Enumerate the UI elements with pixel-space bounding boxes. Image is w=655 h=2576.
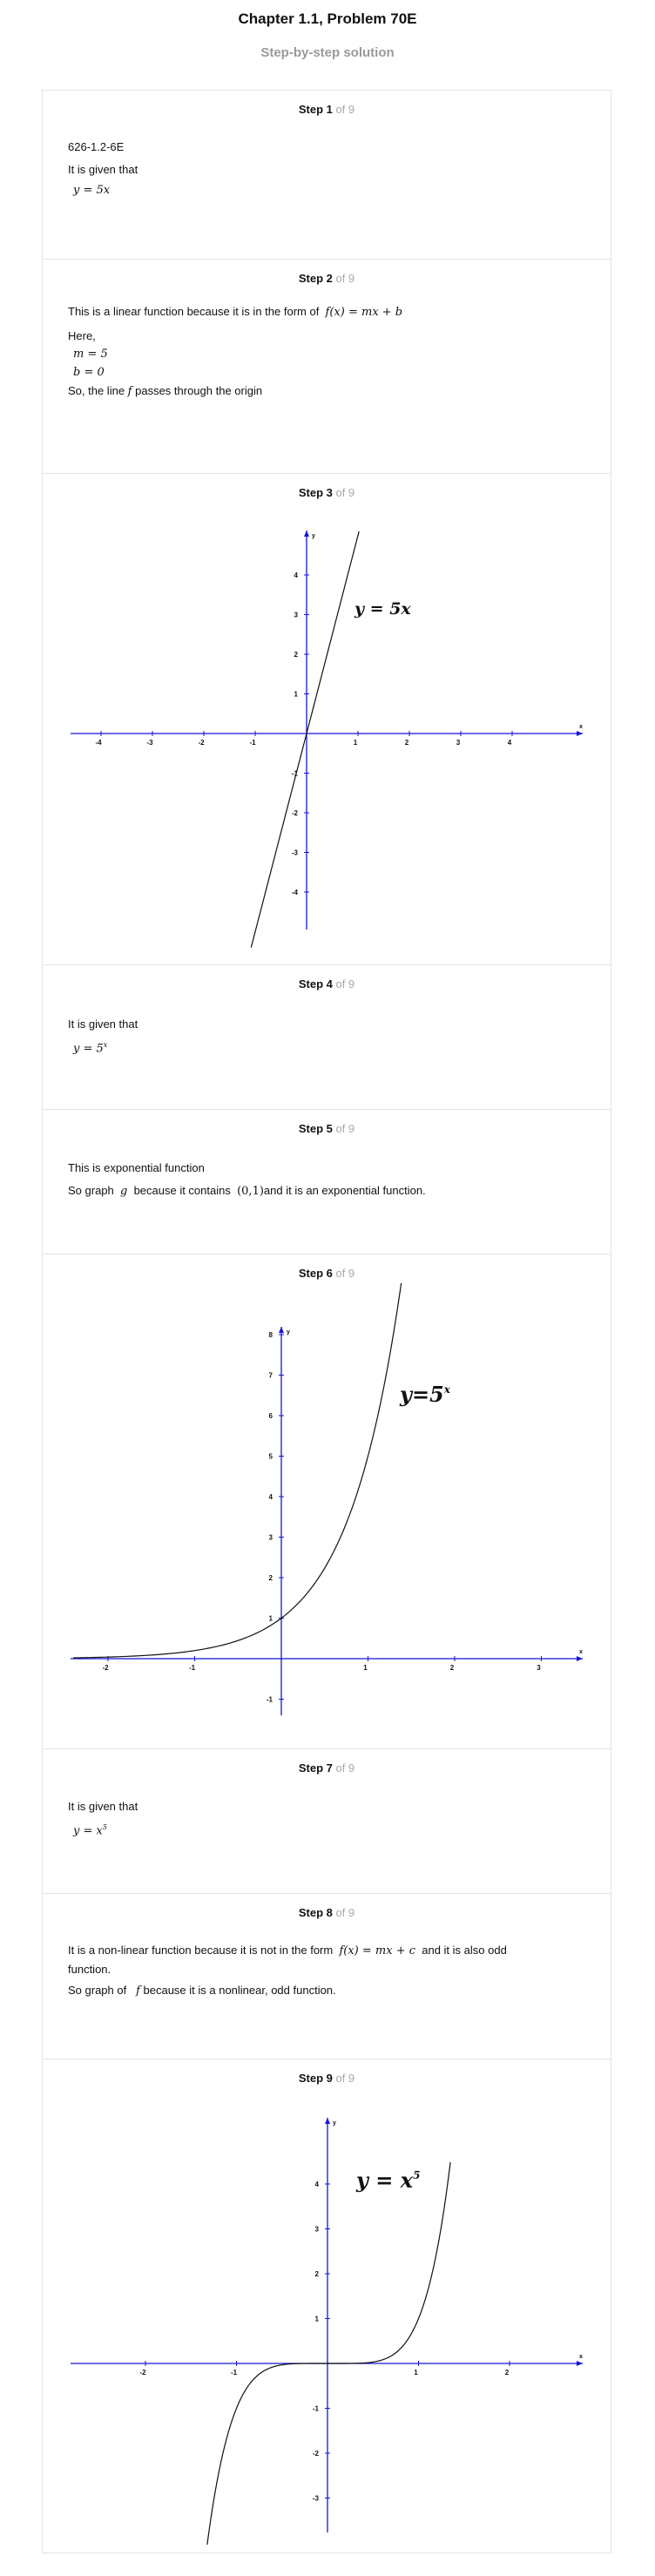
here-text: Here, xyxy=(68,329,96,342)
linear-explanation: This is a linear function because it is in the form of f(x) = mx + b xyxy=(68,305,403,319)
x-tick-label: 3 xyxy=(537,1664,541,1672)
step-8-card xyxy=(42,1893,611,2059)
y-tick-label: 2 xyxy=(314,2270,319,2278)
page-title: Chapter 1.1, Problem 70E xyxy=(238,10,417,27)
x-tick-label: 3 xyxy=(456,739,461,747)
y-tick-label: 1 xyxy=(314,2315,319,2323)
x-tick-label: 4 xyxy=(507,739,512,747)
slope-value: m = 5 xyxy=(73,348,108,361)
y-tick-label: 4 xyxy=(294,571,298,579)
exponential-graph xyxy=(43,1283,611,1740)
step-4-heading: Step 4 of 9 xyxy=(298,977,355,991)
x-tick-label: -3 xyxy=(146,739,153,747)
intercept-value: b = 0 xyxy=(73,366,105,379)
function-curve xyxy=(251,531,359,948)
nonlinear-explanation: It is a non-linear function because it is not in the form f(x) = mx + c and it is also odd xyxy=(68,1944,507,1957)
y-axis-label: y xyxy=(312,533,315,539)
x-axis-arrow xyxy=(577,2361,583,2366)
step-2-card xyxy=(42,259,611,473)
x-axis-arrow xyxy=(577,1656,583,1661)
x-axis-label: x xyxy=(579,724,583,730)
equation: y = 5x xyxy=(73,184,111,197)
y-tick-label: 4 xyxy=(314,2180,319,2188)
step-1-card xyxy=(42,90,611,259)
x-tick-label: -4 xyxy=(95,739,102,747)
y-tick-label: 2 xyxy=(268,1574,273,1582)
step-9-heading: Step 9 of 9 xyxy=(298,2072,355,2085)
y-tick-label: -4 xyxy=(291,889,298,896)
conclusion-text: So graph g because it contains (0,1)and it is an exponential function. xyxy=(68,1184,426,1198)
y-tick-label: 3 xyxy=(268,1533,273,1542)
step-2-heading: Step 2 of 9 xyxy=(298,272,355,285)
y-tick-label: 3 xyxy=(314,2225,319,2234)
y-tick-label: 7 xyxy=(268,1371,273,1380)
y-tick-label: -2 xyxy=(312,2450,319,2458)
y-axis-arrow xyxy=(304,531,309,537)
step-8-heading: Step 8 of 9 xyxy=(298,1906,355,1919)
x-tick-label: 2 xyxy=(449,1664,455,1672)
conclusion-text: So graph of f because it is a nonlinear, odd function. xyxy=(68,1984,336,1998)
y-tick-label: -3 xyxy=(291,849,298,857)
equation: $y = 5^x$ xyxy=(73,1041,108,1056)
given-text: It is given that xyxy=(68,1018,138,1031)
x-tick-label: -2 xyxy=(198,739,205,747)
y-tick-label: 2 xyxy=(294,651,298,659)
step-7-heading: Step 7 of 9 xyxy=(298,1761,355,1775)
x-tick-label: 2 xyxy=(404,739,409,747)
equation: $y = x^5$ xyxy=(73,1823,107,1838)
graph-equation-label: $y = x^5$ xyxy=(356,2167,421,2193)
y-axis-arrow xyxy=(279,1327,284,1333)
y-axis-label: y xyxy=(333,2120,336,2126)
x-axis-label: x xyxy=(579,2354,583,2360)
step-9-card xyxy=(42,2059,611,2553)
y-tick-label: -1 xyxy=(266,1695,273,1704)
x-axis-label: x xyxy=(579,1649,583,1655)
x-axis-arrow xyxy=(577,731,583,736)
x-tick-label: 1 xyxy=(363,1664,368,1672)
linear-graph xyxy=(43,503,611,956)
step-6-card xyxy=(42,1254,611,1748)
conclusion-text: So, the line f passes through the origin xyxy=(68,384,263,398)
function-curve xyxy=(207,2162,450,2545)
x-tick-label: -2 xyxy=(139,2369,146,2377)
page-subtitle: Step-by-step solution xyxy=(260,45,395,60)
y-tick-label: -3 xyxy=(312,2494,319,2503)
function-curve xyxy=(73,1283,402,1658)
y-tick-label: -1 xyxy=(312,2404,319,2413)
y-tick-label: 8 xyxy=(268,1331,273,1339)
step-7-card xyxy=(42,1748,611,1893)
x-tick-label: 1 xyxy=(353,739,358,747)
step-5-card xyxy=(42,1109,611,1254)
function-text: function. xyxy=(68,1963,111,1976)
x-tick-label: -1 xyxy=(230,2369,238,2377)
y-tick-label: 1 xyxy=(268,1614,273,1623)
x-tick-label: -2 xyxy=(102,1664,109,1672)
y-axis-label: y xyxy=(287,1329,290,1335)
step-6-heading: Step 6 of 9 xyxy=(298,1267,355,1280)
x-tick-label: -1 xyxy=(188,1664,196,1672)
x-tick-label: 2 xyxy=(504,2369,510,2377)
step-4-card xyxy=(42,964,611,1109)
y-tick-label: -1 xyxy=(291,769,298,778)
y-tick-label: 3 xyxy=(294,611,298,619)
step-3-heading: Step 3 of 9 xyxy=(298,486,355,499)
y-tick-label: -2 xyxy=(291,809,298,817)
graph-equation-label: y = 5x xyxy=(355,599,411,619)
problem-id: 626-1.2-6E xyxy=(68,140,125,153)
exponential-text: This is exponential function xyxy=(68,1161,205,1174)
given-text: It is given that xyxy=(68,163,138,176)
graph-equation-label: $y=5^x$ xyxy=(400,1382,450,1407)
x-tick-label: -1 xyxy=(249,739,256,747)
step-3-card xyxy=(42,473,611,964)
y-tick-label: 4 xyxy=(268,1493,273,1501)
y-tick-label: 5 xyxy=(268,1452,273,1461)
x-tick-label: 1 xyxy=(414,2369,418,2377)
odd-power-graph xyxy=(43,2088,611,2545)
y-tick-label: 1 xyxy=(294,690,298,699)
y-tick-label: 6 xyxy=(268,1412,273,1420)
given-text: It is given that xyxy=(68,1800,138,1813)
step-5-heading: Step 5 of 9 xyxy=(298,1122,355,1135)
y-axis-arrow xyxy=(325,2118,330,2124)
step-1-heading: Step 1 of 9 xyxy=(298,103,355,116)
